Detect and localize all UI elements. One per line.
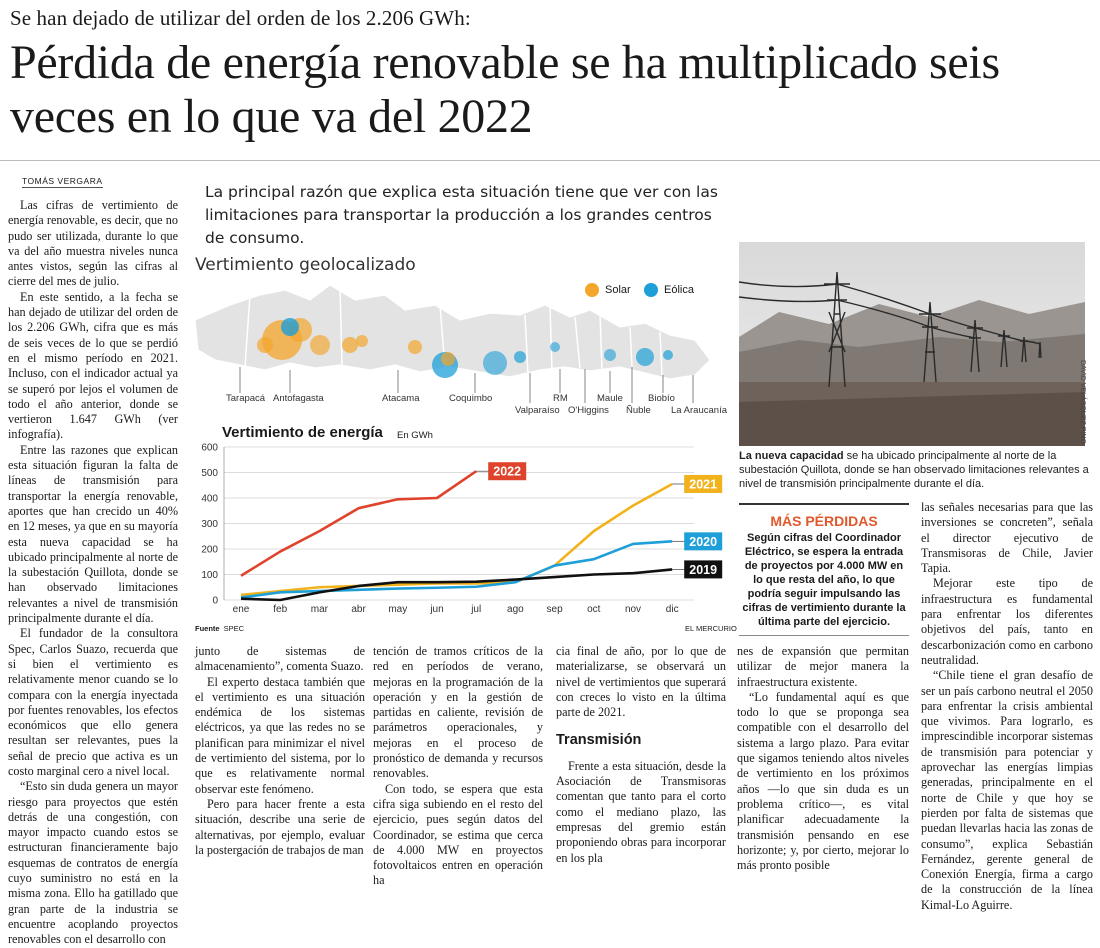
chart-unit: En GWh	[397, 430, 433, 441]
x-tick-label: sep	[546, 604, 563, 615]
kicker: Se han dejado de utilizar del orden de los 2.206 GWh:	[10, 6, 471, 30]
y-tick-label: 0	[212, 595, 218, 607]
x-tick-label: feb	[273, 604, 288, 615]
x-tick-label: ene	[232, 604, 250, 615]
paragraph: las señales necesarias para que las inversiones se concreten”, señala el director ejecutivo de Transmisoras de Chile, Javier Tapia.	[921, 500, 1093, 576]
series-labels	[476, 462, 722, 578]
source-label: Fuente	[195, 624, 220, 633]
subhead: Transmisión	[556, 732, 642, 749]
x-tick-labels	[233, 604, 679, 615]
y-tick-label: 200	[201, 544, 218, 556]
series-label: 2019	[689, 562, 718, 577]
y-tick-label: 100	[201, 570, 218, 581]
y-tick-label: 300	[201, 519, 218, 530]
byline: TOMÁS VERGARA	[22, 176, 103, 186]
chart-credit: EL MERCURIO	[685, 624, 737, 633]
caption-text: se ha ubicado principalmente al norte de la subestación Quillota, donde se han observado limitaciones relevantes a nivel de transmisión principalmente durante el día.	[739, 450, 1089, 490]
body-column-3	[373, 644, 543, 889]
region-label: Ñuble	[626, 405, 651, 416]
x-tick-label: ago	[507, 604, 524, 615]
photo-credit: DAVID VELÁSQUEZ PINO	[1079, 360, 1086, 444]
chart-title: Vertimiento de energía	[222, 424, 383, 441]
body-column-5	[737, 644, 909, 873]
x-tick-label: oct	[587, 604, 601, 615]
deck: La principal razón que explica esta situación tiene que ver con las limitaciones para transportar la producción a los grandes centros de consumo.	[205, 183, 718, 247]
paragraph: “Esto sin duda genera un mayor riesgo para proyectos que estén detrás de una congestión, con mayor impacto cuando estos se estructuran financieramente bajo esquemas de contratos de energía cuyo suministro no está en la misma zona. Ello ha gatillado que gran parte de la industria se encuentre acoplando proyectos renovables con el desarrollo con	[8, 779, 178, 947]
paragraph: nes de expansión que permitan utilizar de mejor manera la infraestructura existente.	[737, 644, 909, 689]
photo-caption	[739, 449, 1089, 491]
y-tick-label: 500	[201, 468, 218, 479]
caption-lead: La nueva capacidad	[739, 450, 844, 462]
x-tick-label: nov	[624, 604, 642, 615]
paragraph: Frente a esta situación, desde la Asociación de Transmisoras comentan que tanto para el corto como el mediano plazo, las empresas del gremio están proponiendo obras para incorporar en los pla	[556, 758, 726, 865]
header-rule	[0, 160, 1100, 161]
body-column-6	[921, 500, 1093, 913]
legend-eolica-label: Eólica	[664, 283, 694, 296]
source-value: SPEC	[223, 624, 245, 633]
chart-grid	[224, 447, 694, 600]
paragraph: “Lo fundamental aquí es que todo lo que se proponga sea compatible con el desarrollo del sistema a largo plazo. Para evitar que sigamos teniendo altos niveles de vertimiento en los próximos años —lo que sin duda es un problema crítico—, es vital planificar adecuadamente la transmisión pensando en ese horizonte; y, por cierto, mejorar lo más pronto posible	[737, 689, 909, 873]
x-tick-label: may	[388, 604, 408, 615]
paragraph: Mejorar este tipo de infraestructura es fundamental para enfrentar los diferentes objetivos del país, tanto en descarbonización como en carbono neutralidad.	[921, 576, 1093, 667]
body-column-2	[195, 644, 365, 858]
y-tick-label: 600	[201, 442, 218, 454]
series-lines	[241, 471, 672, 600]
x-tick-label: jul	[471, 604, 482, 615]
region-label: O'Higgins	[568, 405, 609, 416]
series-label: 2022	[493, 464, 522, 479]
series-label: 2020	[689, 534, 718, 549]
box-title: MÁS PÉRDIDAS	[770, 513, 878, 529]
energy-chart	[196, 435, 726, 620]
map-title: Vertimiento geolocalizado	[195, 255, 416, 275]
x-tick-label: jun	[430, 604, 444, 615]
series-label: 2021	[689, 477, 718, 492]
region-label: Valparaíso	[515, 405, 560, 416]
paragraph: Las cifras de vertimiento de energía renovable, es decir, que no pudo ser utilizada, durante lo que va del año muestra niveles nunca antes vistos, según las cifras al cierre del mes de julio.	[8, 198, 178, 289]
region-label: Atacama	[382, 393, 420, 404]
chart-source	[195, 624, 244, 633]
y-tick-label: 400	[201, 493, 218, 505]
x-tick-label: mar	[310, 604, 329, 615]
region-label: La Araucanía	[671, 405, 727, 416]
headline: Pérdida de energía renovable se ha multiplicado seis veces en lo que va del 2022	[10, 36, 1000, 143]
region-label: Tarapacá	[226, 393, 266, 404]
y-tick-labels	[201, 443, 218, 607]
paragraph: Entre las razones que explican esta situación figuran la falta de líneas de transmisión para transportar la energía renovable, aportes que han crecido un 40% en 12 meses, ya que en su mayoría esta nueva capacidad se ha ubicado principalmente al norte de la subestación Quillota, donde se han observado limitaciones relevantes a nivel de transmisión principalmente durante el día.	[8, 442, 178, 626]
transmission-towers-photo	[739, 242, 1085, 446]
region-label: RM	[553, 393, 568, 404]
box-body: Según cifras del Coordinador Eléctrico, se espera la entrada de proyectos por 4.000 MW en lo que resta del año, lo que podría seguir impulsando las cifras de vertimiento durante la última parte del ejercicio.	[742, 532, 906, 628]
x-tick-label: abr	[351, 604, 366, 615]
paragraph: “Chile tiene el gran desafío de ser un país carbono neutral el 2050 para enfrentar la crisis ambiental que vivimos. Para lograrlo, es imprescindible incorporar sistemas de transmisión para potenciar y aprovechar las energías limpias generadas, principalmente en el norte de Chile y que hoy se pierden por falta de sistemas que puedan llevarlas hacia las zonas de consumo”, explica Sebastián Fernández, gerente general de Conexión Energía, firma a cargo de la construcción de la línea Kimal-Lo Aguirre.	[921, 668, 1093, 912]
body-column-1	[8, 198, 178, 948]
mas-perdidas-box	[739, 503, 909, 636]
legend-solar-label: Solar	[605, 283, 631, 296]
paragraph: tención de tramos críticos de la red en períodos de verano, mejoras en la programación de la operación y en la gestión de partidas en caliente, revisión de parámetros operacionales, y mejoras en el proceso de pronóstico de demanda y recursos renovables.	[373, 644, 543, 781]
paragraph: junto de sistemas de almacenamiento”, comenta Suazo.	[195, 644, 365, 674]
region-label: Maule	[597, 393, 623, 404]
region-label: Biobío	[648, 393, 675, 404]
paragraph: Con todo, se espera que esta cifra siga subiendo en el resto del ejercicio, pues según datos del Coordinador, se estima que cerca de 4.000 MW en proyectos fotovoltaicos entren en operación ha	[373, 781, 543, 888]
paragraph: El experto destaca también que el vertimiento es una situación endémica de los sistemas eléctricos, ya que las redes no se planifican para minimizar el nivel de vertimiento del sistema, por lo que es relativamente normal observar este fenómeno.	[195, 674, 365, 796]
body-column-4	[556, 644, 726, 866]
x-tick-label: dic	[665, 604, 679, 615]
paragraph: Pero para hacer frente a esta situación, describe una serie de alternativas, por ejemplo, evaluar la postergación de trabajos de man	[195, 796, 365, 857]
paragraph: cia final de año, por lo que de materializarse, se observará un nivel de vertimientos que superará con creces lo visto en la última parte de 2021.	[556, 644, 726, 720]
paragraph: El fundador de la consultora Spec, Carlos Suazo, recuerda que si bien el vertimiento es relativamente menor cuando se lo compara con la energía inyectada por fuentes renovables, los efectos económicos que ello genera resultan ser relevantes, pues la señal de precio que activa es un costo marginal cero a nivel local.	[8, 626, 178, 778]
region-label: Coquimbo	[449, 393, 493, 404]
region-label: Antofagasta	[273, 393, 324, 404]
paragraph: En este sentido, a la fecha se han dejado de utilizar del orden de los 2.206 GWh, cifra que es más de seis veces de lo que se perdió en el mismo período en 2021. Incluso, con el indicador actual ya se superó por lejos el volumen de todo el año anterior, donde se vertieron 1.647 GWh (ver infografía).	[8, 289, 178, 442]
